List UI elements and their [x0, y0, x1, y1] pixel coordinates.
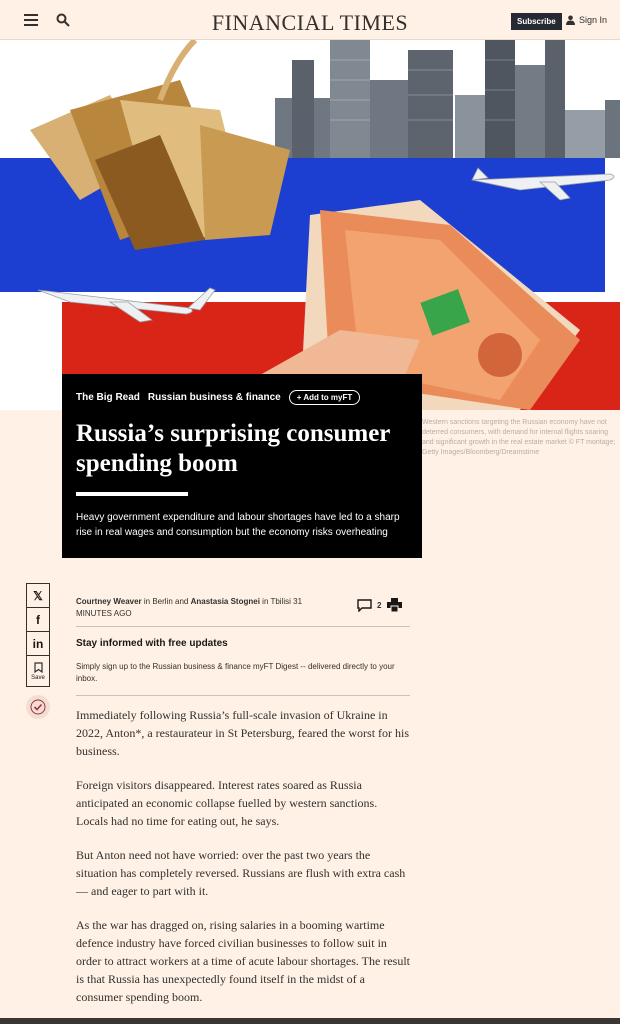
author-link[interactable]: Anastasia Stognei	[190, 597, 260, 606]
publish-time: 31 MINUTES AGO	[76, 597, 303, 618]
checkmark-icon	[30, 699, 46, 715]
body-paragraph: But Anton need not have worried: over the past two years the situation has completely reversed. Russians are flush with extra cash — and eager to part with it.	[76, 848, 406, 898]
subscribe-button[interactable]: Subscribe	[511, 13, 562, 30]
read-check-button[interactable]	[26, 695, 50, 719]
save-button[interactable]	[26, 655, 50, 687]
user-icon	[566, 15, 575, 25]
author-link[interactable]: Courtney Weaver	[76, 597, 142, 606]
bookmark-icon	[34, 662, 43, 673]
share-linkedin-button[interactable]	[26, 631, 50, 655]
title-rule	[76, 492, 188, 496]
comment-icon	[357, 599, 372, 612]
article-title: Russia’s surprising consumer spending boom	[76, 420, 390, 477]
article-tools	[357, 598, 402, 612]
byline-location: in Berlin and	[141, 597, 191, 606]
menu-icon[interactable]	[24, 14, 38, 26]
share-rail	[26, 583, 50, 719]
comments-button[interactable]	[357, 599, 381, 612]
divider	[76, 695, 410, 696]
updates-text[interactable]: Simply sign up to the Russian business & finance myFT Digest -- delivered directly to your inbox.	[76, 662, 395, 683]
add-to-myft-button[interactable]: + Add to myFT	[289, 390, 361, 405]
updates-title: Stay informed with free updates	[76, 638, 228, 649]
linkedin-icon: in	[32, 636, 44, 651]
sign-in-label: Sign In	[579, 15, 608, 25]
tag-big-read[interactable]: The Big Read	[76, 392, 140, 403]
footer-bar	[0, 1018, 620, 1024]
facebook-icon: f	[36, 612, 40, 627]
byline	[76, 596, 336, 620]
save-label: Save	[31, 674, 45, 681]
share-facebook-button[interactable]	[26, 607, 50, 631]
share-x-button[interactable]	[26, 583, 50, 607]
body-paragraph: Foreign visitors disappeared. Interest rates soared as Russia anticipated an economic collapse fuelled by western sanctions. Locals had no time for eating out, he says.	[76, 778, 378, 828]
byline-location: in Tbilisi	[259, 597, 294, 606]
sign-in-link[interactable]	[566, 15, 607, 25]
site-header	[0, 0, 620, 40]
hero-caption: Western sanctions targeting the Russian economy have not deterred consumers, with demand for internal flights soaring and significant growth in the real estate market © FT montage; Getty Images/Bloomberg/Dreamstime	[422, 419, 616, 456]
comment-count: 2	[377, 600, 382, 610]
hero-image	[0, 40, 620, 410]
print-icon[interactable]	[387, 598, 402, 612]
article-body	[76, 706, 410, 1022]
tag-topic[interactable]: Russian business & finance	[147, 392, 281, 403]
masthead-logo[interactable]: FINANCIAL TIMES	[211, 10, 409, 35]
body-paragraph: As the war has dragged on, rising salaries in a booming wartime defence industry have forced civilian businesses to follow suit in order to attract workers at a time of acute labour shortages. The result is that Russia has unexpectedly found itself in the midst of a consumer spending boom.	[76, 918, 410, 1004]
add-to-myft-label: Add to myFT	[303, 393, 353, 402]
search-icon[interactable]	[56, 13, 70, 27]
headline-box	[62, 374, 422, 558]
article-standfirst: Heavy government expenditure and labour shortages have led to a sharp rise in real wages and consumption but the economy risks overheating	[76, 512, 400, 538]
body-paragraph: Immediately following Russia’s full-scale invasion of Ukraine in 2022, Anton*, a restaurateur in St Petersburg, feared the worst for his business.	[76, 708, 410, 758]
x-icon: 𝕏	[33, 588, 43, 603]
divider	[76, 626, 410, 627]
